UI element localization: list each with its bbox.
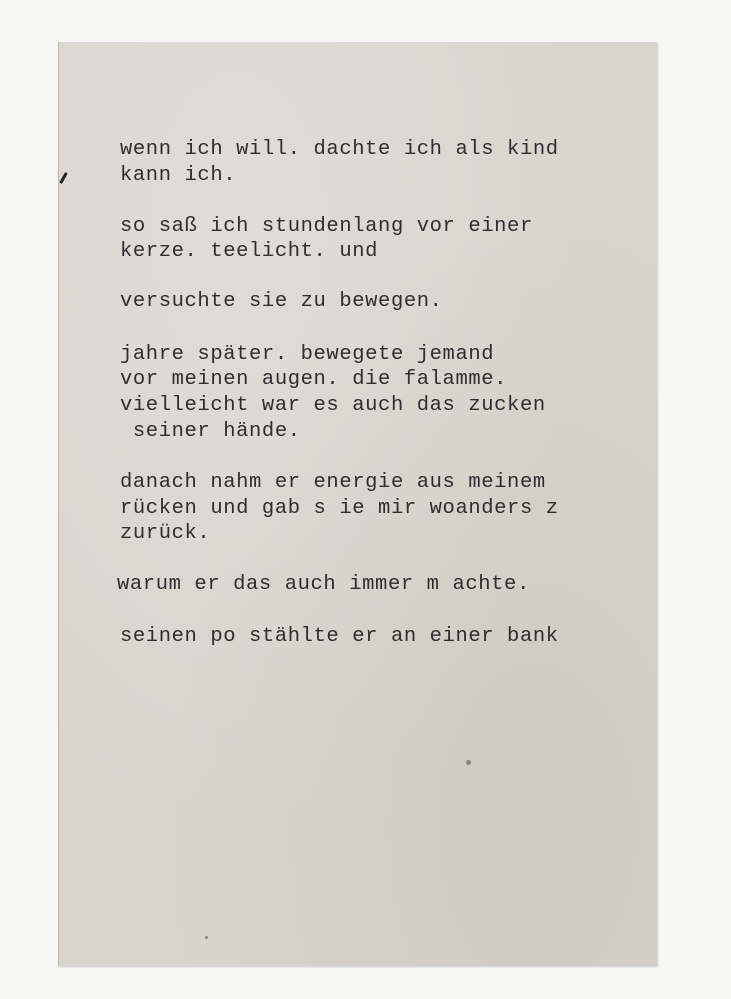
text-line-12: zurück. xyxy=(120,522,211,545)
text-line-8: vielleicht war es auch das zucken xyxy=(120,394,546,417)
text-line-14: seinen po stählte er an einer bank xyxy=(120,625,559,648)
text-line-4: kerze. teelicht. und xyxy=(120,240,379,263)
text-line-13: warum er das auch immer m achte. xyxy=(117,573,530,596)
text-line-3: so saß ich stundenlang vor einer xyxy=(120,215,533,238)
text-line-7: vor meinen augen. die falamme. xyxy=(120,368,508,391)
text-line-11: rücken und gab s ie mir woanders z xyxy=(120,497,559,520)
text-line-5: versuchte sie zu bewegen. xyxy=(120,290,443,313)
paper-speck xyxy=(205,936,208,939)
text-line-9: seiner hände. xyxy=(120,420,301,443)
text-line-6: jahre später. bewegete jemand xyxy=(120,343,495,366)
text-line-10: danach nahm er energie aus meinem xyxy=(120,471,546,494)
text-line-2: kann ich. xyxy=(120,164,237,187)
text-line-1: wenn ich will. dachte ich als kind xyxy=(120,138,559,161)
paper-speck xyxy=(466,760,471,765)
